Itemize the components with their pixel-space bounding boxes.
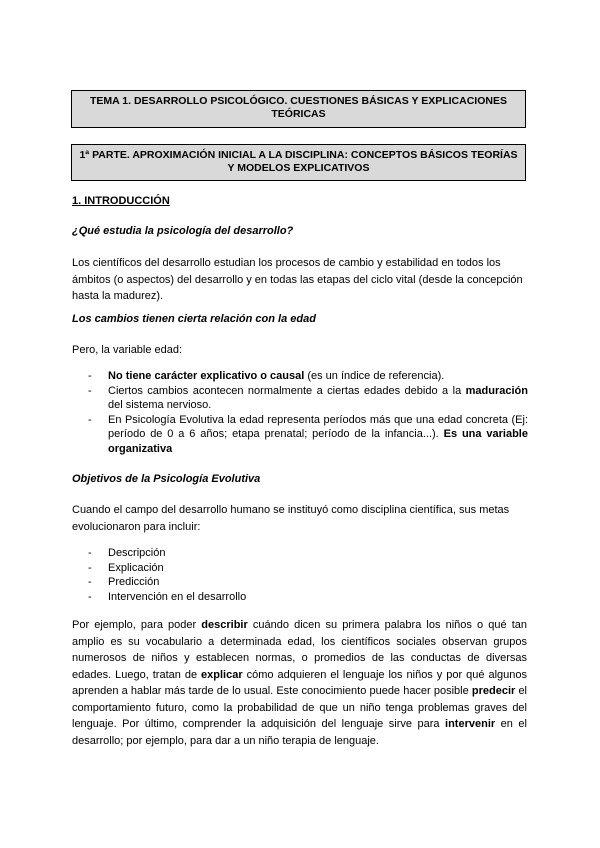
list-item: - Explicación: [88, 561, 164, 574]
question-paragraph: Los científicos del desarrollo estudian los procesos de cambio y estabilidad en todos los ámbitos (o aspectos) del desarrollo y en todas las etapas del ciclo vital (desde la concepción hasta la madurez).: [72, 257, 523, 302]
list-item: - No tiene carácter explicativo o causal (es un índice de referencia).: [88, 370, 445, 382]
question-heading: ¿Qué estudia la psicología del desarrollo?: [72, 225, 294, 237]
list-item: - En Psicología Evolutiva la edad representa períodos más que una edad concreta (Ej: período de 0 a 6 años; etapa prenatal; período de la infancia...). Es una variable organizativa: [88, 413, 528, 455]
list-item: - Descripción: [88, 547, 166, 559]
intro-heading: 1. INTRODUCCIÓN: [72, 195, 170, 207]
example-paragraph: Por ejemplo, para poder describir cuándo dicen su primera palabra los niños o qué tan amplio es su vocabulario a determinada edad, los científicos sociales observan grupos numerosos de niños y establecen normas, o promedios de las conductas de diversas edades. Luego, tratan de explicar cómo adquieren el lenguaje los niños y por qué algunos aprenden a hablar más tarde de lo usual. Este conocimiento puede hacer posible predecir el comportamiento futuro, como la probabilidad de que un niño tenga problemas graves del lenguaje. Por último, comprender la adquisición del lenguaje sirve para intervenir en el desarrollo; por ejemplo, para dar a un niño terapia de lenguaje.: [72, 619, 528, 747]
changes-heading: Los cambios tienen cierta relación con la edad: [72, 313, 316, 325]
age-variable-list: [88, 369, 528, 456]
list-item: - Ciertos cambios acontecen normalmente a ciertas edades debido a la maduración del sistema nervioso.: [88, 384, 528, 411]
part-title-box: [71, 144, 526, 181]
list-item: - Predicción: [88, 576, 160, 588]
goals-list: [88, 546, 528, 604]
objectives-paragraph: Cuando el campo del desarrollo humano se instituyó como disciplina científica, sus metas evolucionaron para incluir:: [72, 504, 510, 533]
age-intro-text: Pero, la variable edad:: [72, 344, 183, 356]
list-item: - Intervención en el desarrollo: [88, 590, 247, 603]
part-title: 1ª PARTE. APROXIMACIÓN INICIAL A LA DISCIPLINA: CONCEPTOS BÁSICOS TEORÍAS Y MODELOS EXPLICATIVOS: [79, 149, 518, 174]
main-title-box: [71, 90, 526, 128]
objectives-heading: Objetivos de la Psicología Evolutiva: [72, 473, 261, 485]
main-title: TEMA 1. DESARROLLO PSICOLÓGICO. CUESTIONES BÁSICAS Y EXPLICACIONES TEÓRICAS: [90, 95, 507, 120]
